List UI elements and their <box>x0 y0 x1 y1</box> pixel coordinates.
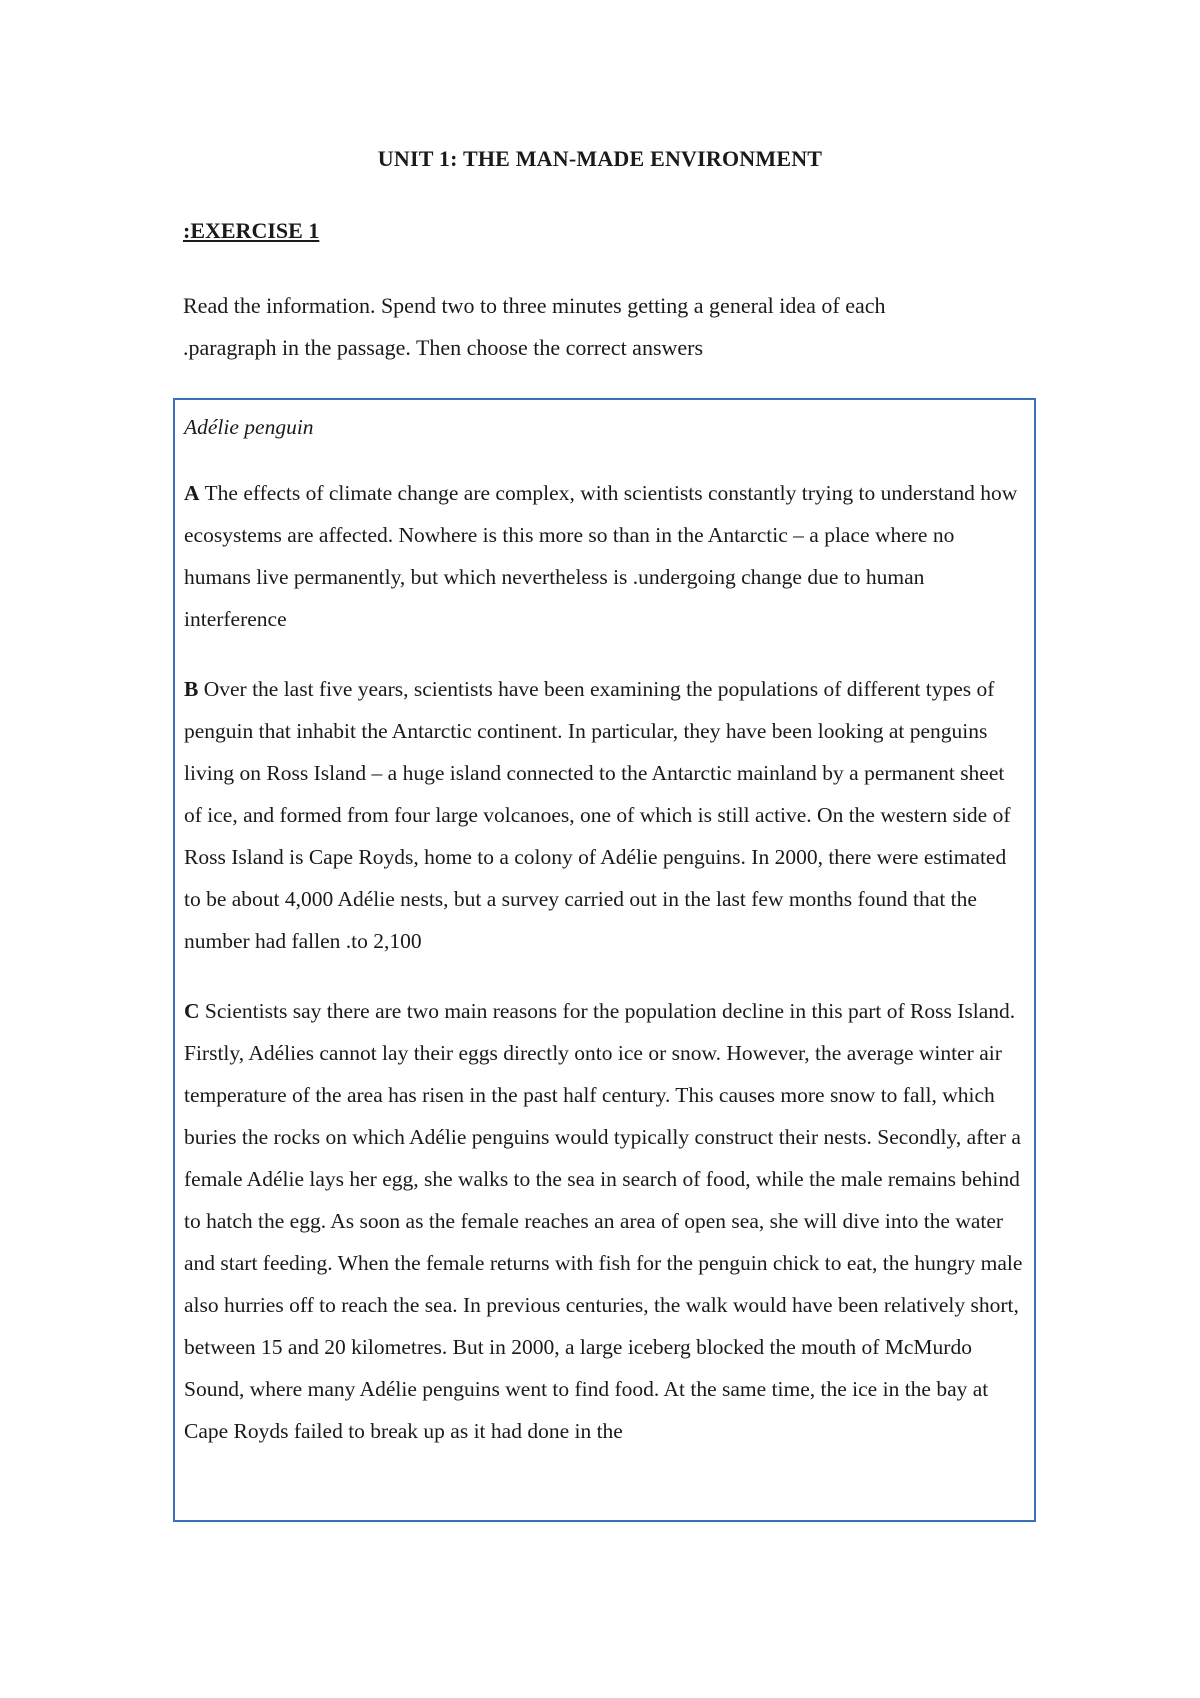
instructions-line: Read the information. Spend two to three minutes getting a general idea of each <box>183 293 886 318</box>
passage-box <box>173 398 1036 1522</box>
paragraph-text: Over the last five years, scientists have been examining the populations of different types of penguin that inhabit the Antarctic continent. In particular, they have been looking at penguins living on Ross Island – a huge island connected to the Antarctic mainland by a permanent sheet of ice, and formed from four large volcanoes, one of which is still active. On the western side of Ross Island is Cape Royds, home to a colony of Adélie penguins. In 2000, there were estimated to be about 4,000 Adélie nests, but a survey carried out in the last few months found that the number had fallen .to 2,100 <box>184 677 1011 953</box>
passage-title: Adélie penguin <box>184 415 314 439</box>
paragraph-text: Scientists say there are two main reasons for the population decline in this part of Ross Island. Firstly, Adélies cannot lay their eggs directly onto ice or snow. However, the average winter air temperature of the area has risen in the past half century. This causes more snow to fall, which buries the rocks on which Adélie penguins would typically construct their nests. Secondly, after a female Adélie lays her egg, she walks to the sea in search of food, while the male remains behind to hatch the egg. As soon as the female reaches an area of open sea, she will dive into the water and start feeding. When the female returns with fish for the penguin chick to eat, the hungry male also hurries off to reach the sea. In previous centuries, the walk would have been relatively short, between 15 and 20 kilometres. But in 2000, a large iceberg blocked the mouth of McMurdo Sound, where many Adélie penguins went to find food. At the same time, the ice in the bay at Cape Royds failed to break up as it had done in the <box>184 999 1023 1443</box>
paragraph-b <box>184 668 1024 962</box>
paragraph-c <box>184 990 1024 1452</box>
paragraph-text: The effects of climate change are complex, with scientists constantly trying to understand how ecosystems are affected. Nowhere is this more so than in the Antarctic – a place where no humans live permanently, but which nevertheless is .undergoing change due to human interference <box>184 481 1018 631</box>
instructions-line: .paragraph in the passage. Then choose the correct answers <box>183 335 704 360</box>
page-title: UNIT 1: THE MAN-MADE ENVIRONMENT <box>377 146 823 171</box>
instructions <box>183 285 1043 369</box>
paragraph-letter: C <box>184 999 200 1023</box>
paragraph-letter: A <box>184 481 200 505</box>
paragraph-letter: B <box>184 677 199 701</box>
passage-content <box>184 400 1024 1480</box>
exercise-heading: :EXERCISE 1 <box>183 218 320 243</box>
paragraph-a <box>184 472 1024 640</box>
